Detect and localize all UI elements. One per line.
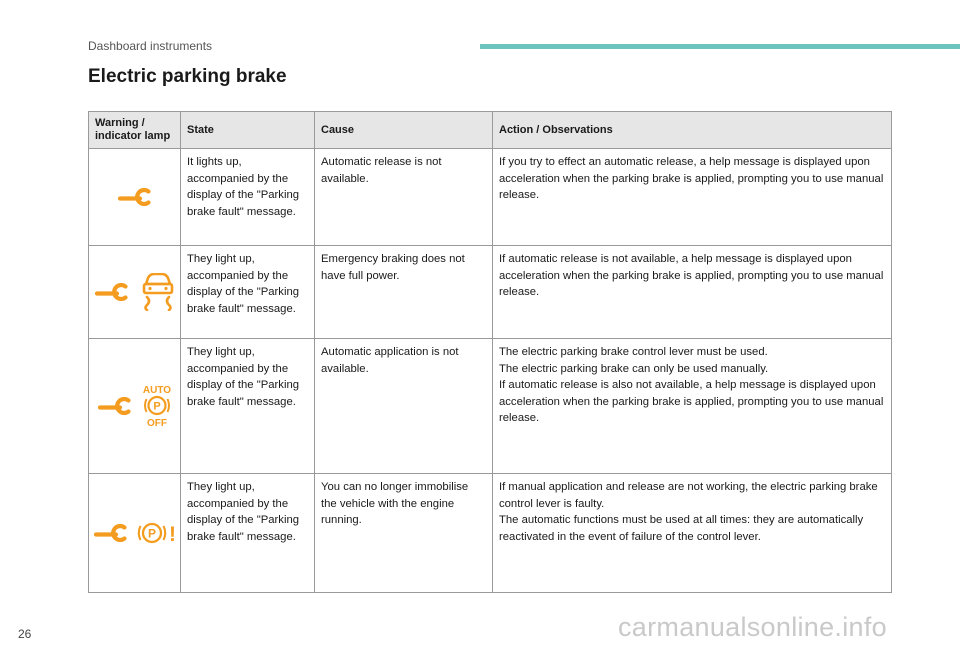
section-label: Dashboard instruments: [88, 39, 213, 53]
action-cell: [493, 246, 892, 339]
observation-line: If you try to effect an automatic release, a help message is displayed upon acceleration when the parking brake is applied, prompting you to use manual release.: [499, 156, 884, 201]
observation-line: The electric parking brake control lever must be used.: [499, 346, 768, 358]
observation-line: The electric parking brake can only be used manually.: [499, 362, 769, 375]
wrench-icon: [118, 188, 152, 206]
state-cell: They light up, accompanied by the display of the "Parking brake fault" message.: [181, 339, 315, 474]
column-header-state: State: [181, 112, 315, 149]
state-cell: It lights up, accompanied by the display of the "Parking brake fault" message.: [181, 149, 315, 246]
warning-lamp-table: [88, 111, 892, 593]
column-header-lamp: Warning / indicator lamp: [89, 112, 181, 149]
watermark: carmanualsonline.info: [618, 612, 887, 642]
table-row: [89, 246, 892, 339]
parking-brake-fault-icon: [136, 520, 176, 546]
skidding-car-icon: [141, 273, 175, 311]
observation-line: If manual application and release are not working, the electric parking brake control lever is faulty.: [499, 481, 878, 510]
lamp-cell: [89, 246, 181, 339]
state-cell: They light up, accompanied by the display of the "Parking brake fault" message.: [181, 246, 315, 339]
cause-cell: Automatic application is not available.: [315, 339, 493, 474]
lamp-cell: [89, 339, 181, 474]
observation-line: The automatic functions must be used at all times: they are automatically reactivated in the event of failure of the control lever.: [499, 514, 864, 543]
state-cell: They light up, accompanied by the display of the "Parking brake fault" message.: [181, 474, 315, 593]
table-row: [89, 474, 892, 593]
wrench-icon: [95, 283, 129, 301]
p-label: P: [147, 526, 156, 541]
column-header-action: Action / Observations: [493, 112, 892, 149]
wrench-icon: [94, 524, 128, 542]
auto-label: AUTO: [142, 385, 171, 396]
cause-cell: Emergency braking does not have full power.: [315, 246, 493, 339]
off-label: OFF: [146, 418, 167, 428]
table-row: [89, 339, 892, 474]
header-accent-bar: [480, 44, 960, 49]
exclamation-label: !: [168, 523, 176, 546]
wrench-icon: [98, 397, 132, 415]
action-cell: [493, 339, 892, 474]
table-header-row: [89, 112, 892, 149]
observation-line: If automatic release is also not available, a help message is displayed upon acceleration when the parking brake is applied, prompting you to use manual release.: [499, 379, 884, 424]
page-title: Electric parking brake: [88, 66, 287, 87]
action-cell: [493, 474, 892, 593]
action-cell: [493, 149, 892, 246]
lamp-cell: [89, 149, 181, 246]
cause-cell: Automatic release is not available.: [315, 149, 493, 246]
table-row: [89, 149, 892, 246]
observation-line: If automatic release is not available, a help message is displayed upon acceleration when the parking brake is applied, prompting you to use manual release.: [499, 253, 884, 298]
auto-off-parking-icon: [142, 384, 172, 428]
lamp-cell: [89, 474, 181, 593]
p-label: P: [152, 400, 161, 413]
column-header-cause: Cause: [315, 112, 493, 149]
cause-cell: You can no longer immobilise the vehicle with the engine running.: [315, 474, 493, 593]
page-number: 26: [18, 627, 32, 641]
